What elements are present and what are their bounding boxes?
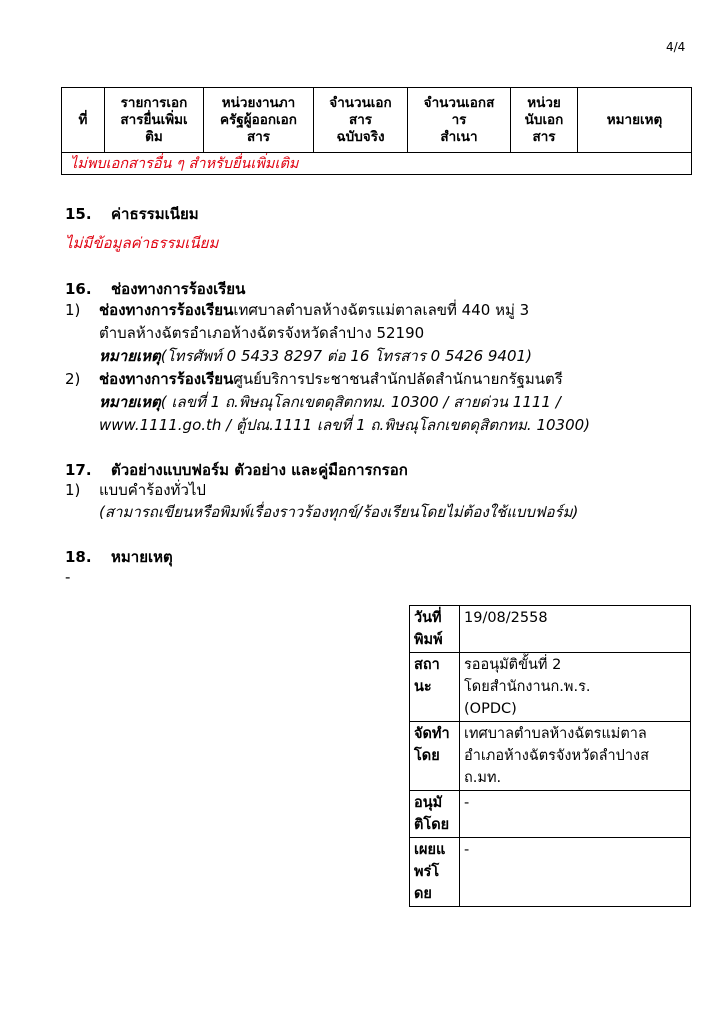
section-16-heading: 16. ช่องทางการร้องเรียน xyxy=(65,280,246,298)
form-item-1-note: (สามารถเขียนหรือพิมพ์เรื่องราวร้องทุกข์/ร้องเรียนโดยไม่ต้องใช้แบบฟอร์ม) xyxy=(99,503,579,521)
complaint-channel-2-note: หมายเหตุ( เลขที่ 1 ถ.พิษณุโลกเขตดุสิตกทม. 10300 / สายด่วน 1111 / xyxy=(99,393,561,411)
documents-table xyxy=(61,87,692,175)
header-originals: จำนวนเอก สาร ฉบับจริง xyxy=(314,88,408,153)
section-15-heading: 15. ค่าธรรมเนียม xyxy=(65,205,199,223)
header-doc-list: รายการเอก สารยื่นเพิ่มเ ติม xyxy=(105,88,204,153)
complaint-channel-1-address: ตำบลห้างฉัตรอำเภอห้างฉัตรจังหวัดลำปาง 52190 xyxy=(99,324,425,342)
published-by-label: เผยแ พร่โ ดย xyxy=(410,838,460,907)
status-label: สถา นะ xyxy=(410,653,460,722)
complaint-channel-2: 2) ช่องทางการร้องเรียนศูนย์บริการประชาชนสำนักปลัดสำนักนายกรัฐมนตรี xyxy=(65,370,563,388)
approved-by-label: อนุมั ติโดย xyxy=(410,791,460,838)
header-issuing-agency: หน่วยงานภา ครัฐผู้ออกเอก สาร xyxy=(204,88,314,153)
complaint-channel-2-note-cont: www.1111.go.th / ตู้ปณ.1111 เลขที่ 1 ถ.พิษณุโลกเขตดุสิตกทม. 10300) xyxy=(99,416,591,434)
info-row-made-by xyxy=(410,722,691,791)
header-no: ที่ xyxy=(62,88,105,153)
remarks-dash: - xyxy=(65,568,71,586)
table-row xyxy=(62,153,692,175)
document-info-table xyxy=(409,605,691,907)
made-by-value: เทศบาลตำบลห้างฉัตรแม่ตาล อำเภอห้างฉัตรจังหวัดลำปางส ถ.มท. xyxy=(460,722,691,791)
fee-note: ไม่มีข้อมูลค่าธรรมเนียม xyxy=(65,234,219,252)
printed-date-value: 19/08/2558 xyxy=(460,606,691,653)
info-row-status xyxy=(410,653,691,722)
complaint-channel-1: 1) ช่องทางการร้องเรียนเทศบาลตำบลห้างฉัตรแม่ตาลเลขที่ 440 หมู่ 3 xyxy=(65,301,530,319)
status-value: รออนุมัติขั้นที่ 2 โดยสำนักงานก.พ.ร. (OPDC) xyxy=(460,653,691,722)
no-documents-note: ไม่พบเอกสารอื่น ๆ สำหรับยื่นเพิ่มเติม xyxy=(62,153,692,175)
table-header-row xyxy=(62,88,692,153)
header-remarks: หมายเหตุ xyxy=(578,88,692,153)
header-unit: หน่วย นับเอก สาร xyxy=(511,88,578,153)
section-18-heading: 18. หมายเหตุ xyxy=(65,548,173,566)
info-row-published-by xyxy=(410,838,691,907)
approved-by-value: - xyxy=(460,791,691,838)
form-item-1: 1) แบบคำร้องทั่วไป xyxy=(65,481,206,499)
info-row-printed xyxy=(410,606,691,653)
header-copies: จำนวนเอกส าร สำเนา xyxy=(408,88,511,153)
section-17-heading: 17. ตัวอย่างแบบฟอร์ม ตัวอย่าง และคู่มือการกรอก xyxy=(65,461,408,479)
made-by-label: จัดทำ โดย xyxy=(410,722,460,791)
published-by-value: - xyxy=(460,838,691,907)
info-row-approved-by xyxy=(410,791,691,838)
complaint-channel-1-note: หมายเหตุ(โทรศัพท์ 0 5433 8297 ต่อ 16 โทรสาร 0 5426 9401) xyxy=(99,347,532,365)
printed-date-label: วันที่ พิมพ์ xyxy=(410,606,460,653)
page-number: 4/4 xyxy=(666,40,686,54)
